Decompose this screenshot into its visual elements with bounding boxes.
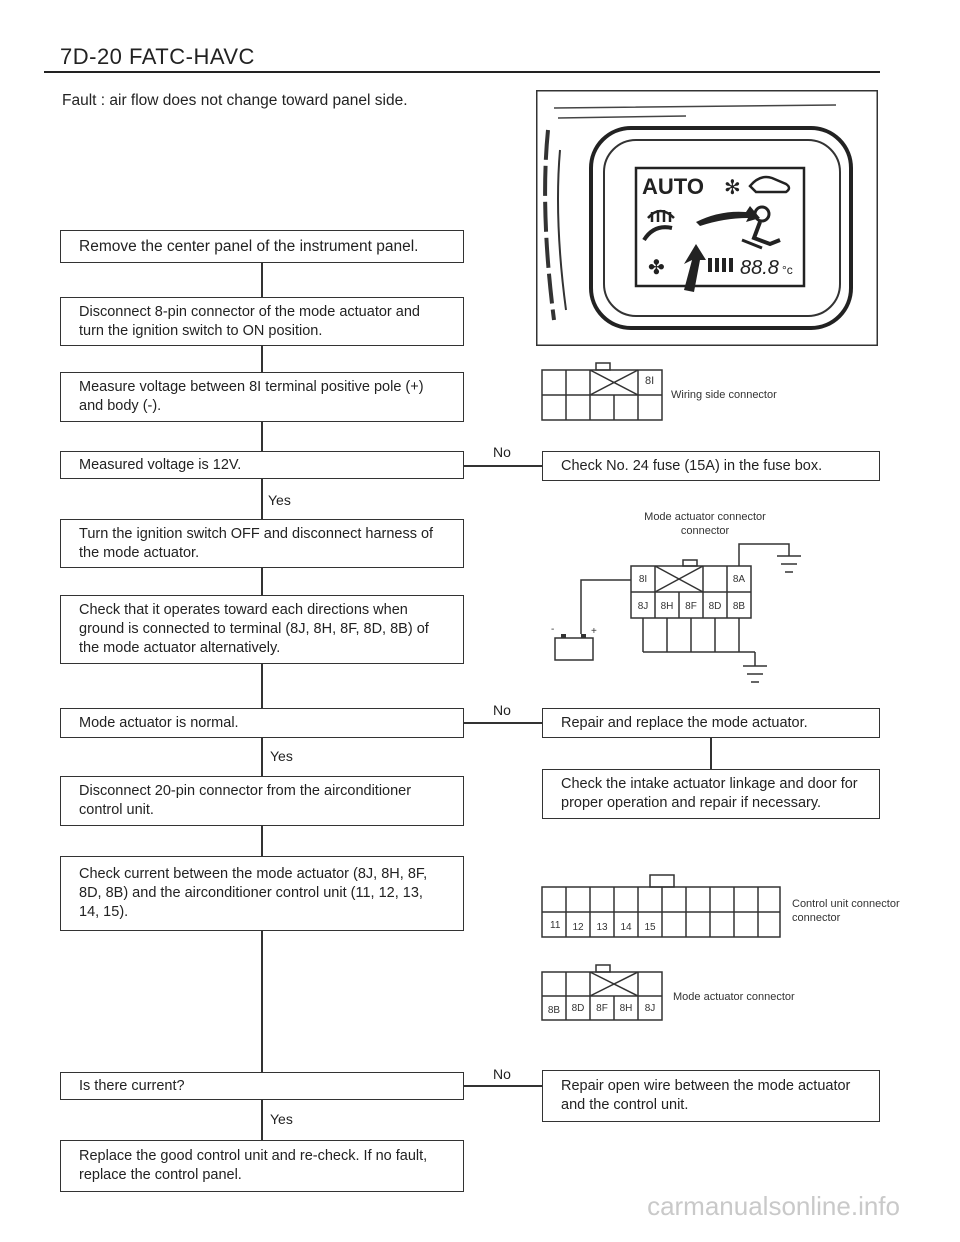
- connector-line: [261, 479, 263, 519]
- header-rule: [44, 71, 880, 73]
- pin-label: 12: [572, 922, 584, 933]
- pin-label: 8F: [685, 601, 697, 612]
- pin-label: 8J: [637, 601, 649, 612]
- mode-actuator-connector-2-label: Mode actuator connector: [673, 991, 795, 1003]
- svg-text:✤: ✤: [648, 257, 665, 279]
- page-title: 7D-20 FATC-HAVC: [60, 44, 255, 69]
- pin-label: 8D: [571, 1003, 585, 1014]
- mode-actuator-connector-diagram: [545, 500, 815, 695]
- pin-label: 8I: [638, 574, 648, 585]
- step-replace-control-unit: Replace the good control unit and re-check. If no fault, replace the control panel.: [60, 1140, 464, 1192]
- no-branch-line: [464, 1085, 542, 1087]
- pin-label: 13: [596, 922, 608, 933]
- pin-label: 8H: [660, 601, 674, 612]
- step-check-directions: Check that it operates toward each directions when ground is connected to terminal (8J, 8H, 8F, 8D, 8B) of the mode actuator alternatively.: [60, 595, 464, 664]
- pin-label: 8A: [732, 574, 746, 585]
- step-is-current: Is there current?: [60, 1072, 464, 1100]
- control-unit-connector-diagram: [540, 872, 900, 942]
- action-check-intake: Check the intake actuator linkage and door for proper operation and repair if necessary.: [542, 769, 880, 819]
- no-label: No: [493, 702, 511, 718]
- connector-line: [261, 826, 263, 856]
- pin-label: 8B: [547, 1005, 561, 1016]
- yes-label: Yes: [268, 492, 291, 508]
- svg-text:✻: ✻: [724, 177, 741, 199]
- pin-label: 8H: [619, 1003, 633, 1014]
- connector-line: [261, 263, 263, 297]
- action-repair-wire: Repair open wire between the mode actuator and the control unit.: [542, 1070, 880, 1122]
- auto-indicator: AUTO: [642, 174, 704, 199]
- no-branch-line: [464, 465, 542, 467]
- connector-line: [261, 346, 263, 372]
- step-measure-voltage: Measure voltage between 8I terminal positive pole (+) and body (-).: [60, 372, 464, 422]
- yes-label: Yes: [270, 748, 293, 764]
- connector-line: [261, 568, 263, 595]
- pin-label: 8F: [596, 1003, 608, 1014]
- pin-label: 8B: [732, 601, 746, 612]
- step-measured-voltage: Measured voltage is 12V.: [60, 451, 464, 479]
- wiring-side-connector-label: Wiring side connector: [671, 389, 777, 401]
- battery-minus: -: [551, 624, 555, 635]
- connector-line: [710, 738, 712, 769]
- temperature-unit: °c: [782, 263, 793, 277]
- svg-text:connector: connector: [680, 525, 730, 537]
- action-replace-actuator: Repair and replace the mode actuator.: [542, 708, 880, 738]
- step-remove-center-panel: Remove the center panel of the instrument panel.: [60, 230, 464, 263]
- pin-label: 11: [550, 920, 561, 931]
- connector-line: [261, 738, 263, 776]
- connector-line: [261, 1100, 263, 1140]
- wiring-side-connector-diagram: [540, 360, 820, 424]
- mode-actuator-connector-2-diagram: [540, 962, 840, 1022]
- pin-label: 14: [620, 922, 632, 933]
- connector-line: [261, 422, 263, 451]
- step-actuator-normal: Mode actuator is normal.: [60, 708, 464, 738]
- connector-line: [261, 664, 263, 708]
- action-check-fuse: Check No. 24 fuse (15A) in the fuse box.: [542, 451, 880, 481]
- step-disconnect-8pin: Disconnect 8-pin connector of the mode actuator and turn the ignition switch to ON position.: [60, 297, 464, 346]
- no-label: No: [493, 444, 511, 460]
- no-label: No: [493, 1066, 511, 1082]
- fault-description: Fault : air flow does not change toward panel side.: [62, 92, 408, 109]
- pin-label: 8D: [708, 601, 722, 612]
- yes-label: Yes: [270, 1111, 293, 1127]
- step-ignition-off: Turn the ignition switch OFF and disconnect harness of the mode actuator.: [60, 519, 464, 568]
- connector-line: [261, 931, 263, 1072]
- step-check-current: Check current between the mode actuator (8J, 8H, 8F, 8D, 8B) and the airconditioner control unit (11, 12, 13, 14, 15).: [60, 856, 464, 931]
- pin-label: 8J: [644, 1003, 656, 1014]
- control-unit-connector-label: Control unit connector: [792, 898, 900, 910]
- temperature-readout: 88.8: [740, 257, 779, 279]
- pin-label: 15: [644, 922, 656, 933]
- control-panel-display-illustration: [536, 90, 878, 346]
- battery-plus: +: [591, 626, 597, 637]
- svg-text:connector: connector: [792, 912, 841, 924]
- watermark: carmanualsonline.info: [647, 1191, 900, 1221]
- no-branch-line: [464, 722, 542, 724]
- step-disconnect-20pin: Disconnect 20-pin connector from the airconditioner control unit.: [60, 776, 464, 826]
- pin-label: 8I: [645, 375, 655, 387]
- mode-actuator-connector-label: Mode actuator connector: [644, 511, 766, 523]
